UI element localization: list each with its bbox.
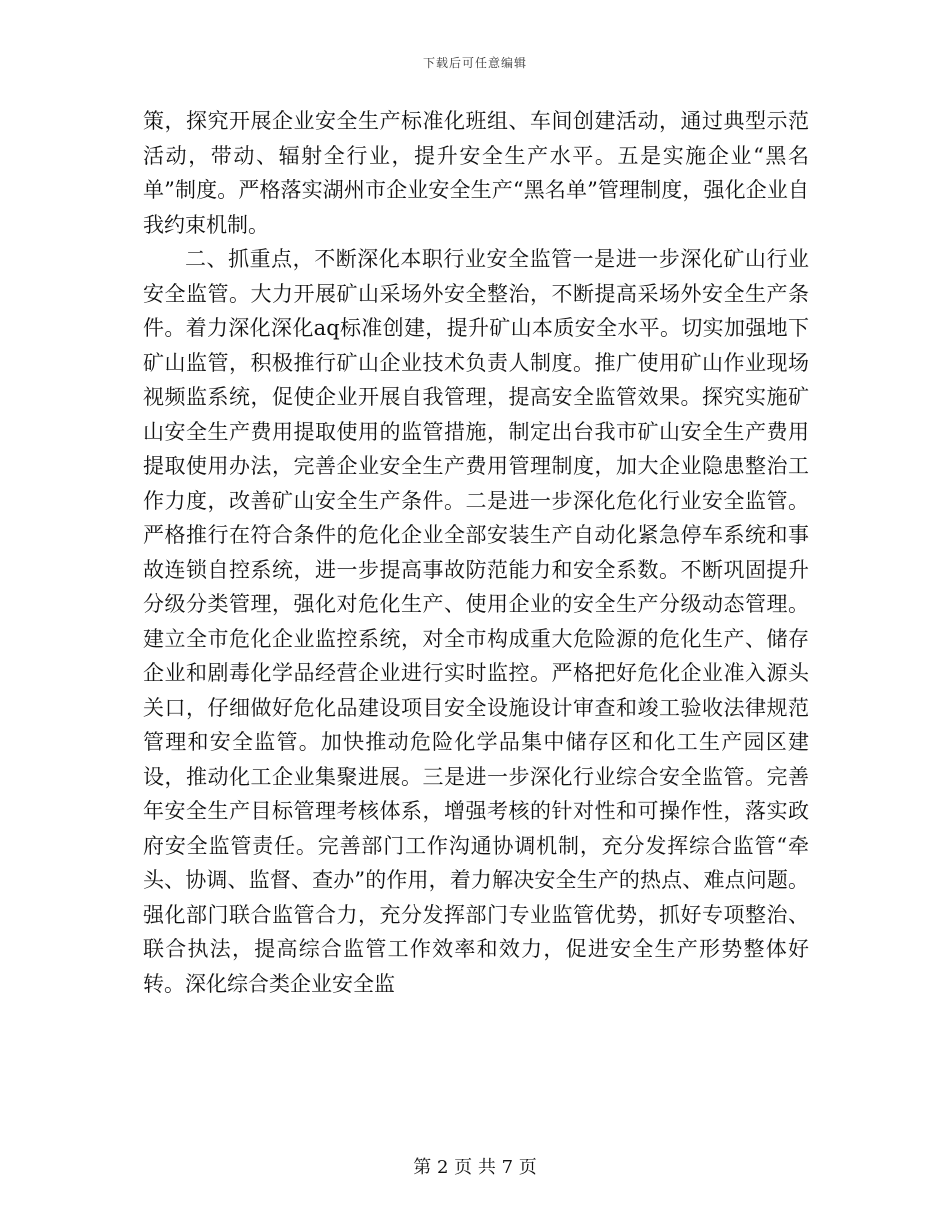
page-middle: 页 共: [454, 1157, 496, 1178]
page-footer: [0, 1153, 950, 1179]
page-number: 2: [436, 1157, 449, 1178]
page-header-note: 下载后可任意编辑: [422, 56, 527, 70]
page-prefix: 第: [413, 1157, 432, 1178]
document-body: [143, 104, 809, 1001]
paragraph-continuation: 策，探究开展企业安全生产标准化班组、车间创建活动，通过典型示范活动，带动、辐射全行业，提升安全生产水平。五是实施企业“黑名单”制度。严格落实湖州市企业安全生产“黑名单”管理制度，强化企业自我约束机制。: [143, 109, 809, 237]
paragraph-section-two: 二、抓重点，不断深化本职行业安全监管一是进一步深化矿山行业安全监管。大力开展矿山采场外安全整治，不断提高采场外安全生产条件。着力深化深化aq标准创建，提升矿山本质安全水平。切实加强地下矿山监管，积极推行矿山企业技术负责人制度。推广使用矿山作业现场视频监系统，促使企业开展自我管理，提高安全监管效果。探究实施矿山安全生产费用提取使用的监管措施，制定出台我市矿山安全生产费用提取使用办法，完善企业安全生产费用管理制度，加大企业隐患整治工作力度，改善矿山安全生产条件。二是进一步深化危化行业安全监管。严格推行在符合条件的危化企业全部安装生产自动化紧急停车系统和事故连锁自控系统，进一步提高事故防范能力和安全系数。不断巩固提升分级分类管理，强化对危化生产、使用企业的安全生产分级动态管理。建立全市危化企业监控系统，对全市构成重大危险源的危化生产、储存企业和剧毒化学品经营企业进行实时监控。严格把好危化企业准入源头关口，仔细做好危化品建设项目安全设施设计审查和竣工验收法律规范管理和安全监管。加快推动危险化学品集中储存区和化工生产园区建设，推动化工企业集聚进展。三是进一步深化行业综合安全监管。完善年安全生产目标管理考核体系，增强考核的针对性和可操作性，落实政府安全监管责任。完善部门工作沟通协调机制，充分发挥综合监管“牵头、协调、监督、查办”的作用，着力解决安全生产的热点、难点问题。强化部门联合监管合力，充分发挥部门专业监管优势，抓好专项整治、联合执法，提高综合监管工作效率和效力，促进安全生产形势整体好转。深化综合类企业安全监: [143, 247, 809, 996]
page-total: 7: [501, 1157, 514, 1178]
page-suffix: 页: [518, 1157, 537, 1178]
